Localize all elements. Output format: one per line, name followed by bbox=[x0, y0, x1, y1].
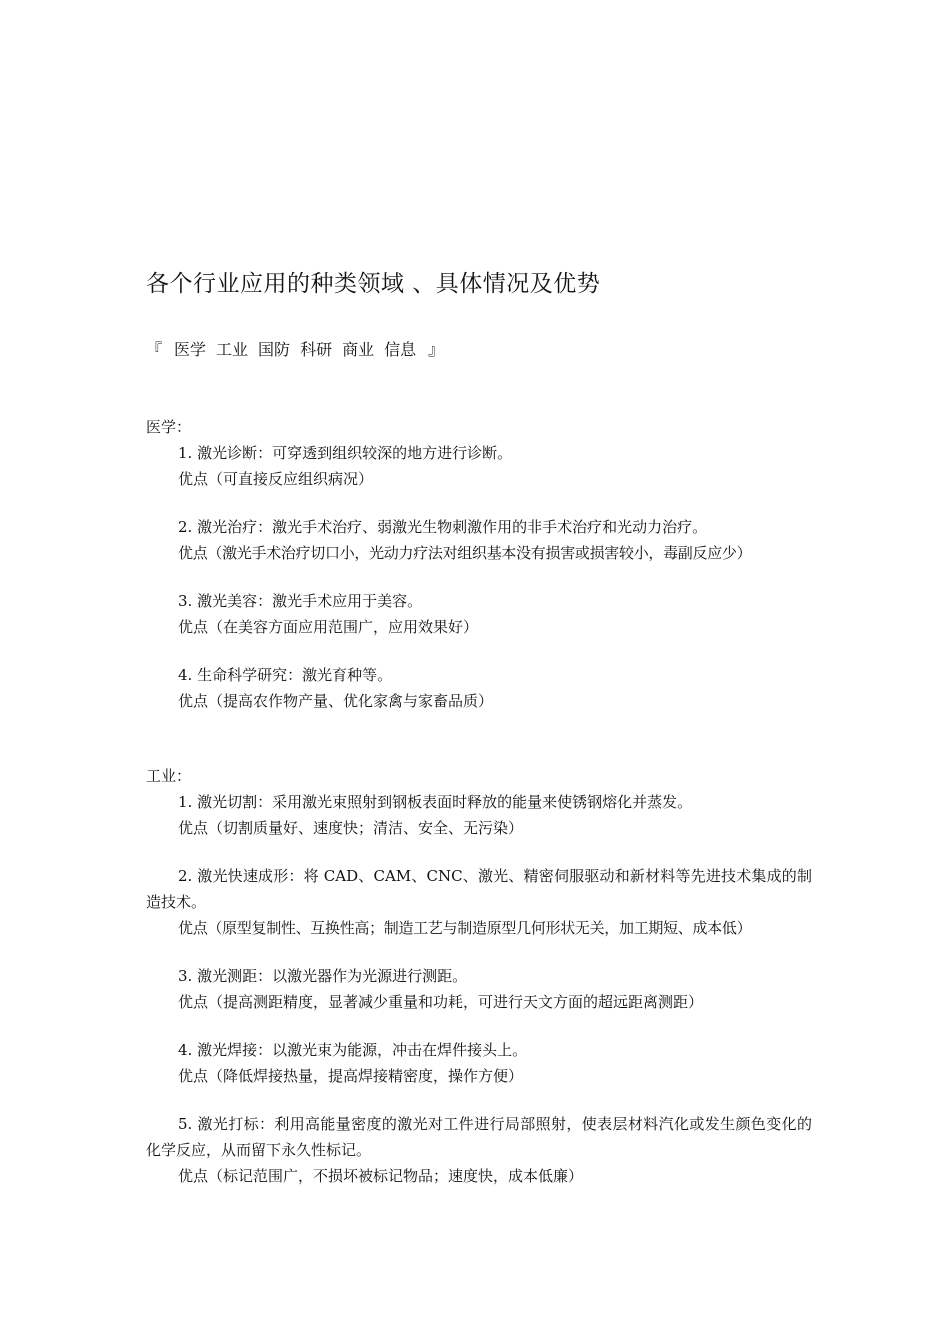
section-medical bbox=[146, 414, 812, 736]
list-item bbox=[146, 588, 812, 640]
nav-item-industry: 工业 bbox=[216, 340, 249, 359]
entry-advantage: 优点（可直接反应组织病况） bbox=[178, 470, 374, 488]
entry-description: 4. 激光焊接：以激光束为能源，冲击在焊件接头上。 bbox=[178, 1041, 528, 1059]
list-item bbox=[146, 789, 812, 841]
section-industry bbox=[146, 763, 812, 1211]
entry-advantage: 优点（激光手术治疗切口小，光动力疗法对组织基本没有损害或损害较小，毒副反应少） bbox=[178, 544, 752, 562]
entry-description: 4. 生命科学研究：激光育种等。 bbox=[178, 666, 393, 684]
page-title: 各个行业应用的种类领域 、具体情况及优势 bbox=[146, 271, 601, 297]
entry-description: 1. 激光切割：采用激光束照射到钢板表面时释放的能量来使锈钢熔化并蒸发。 bbox=[178, 793, 693, 811]
entry-advantage: 优点（提高测距精度，显著减少重量和功耗，可进行天文方面的超远距离测距） bbox=[178, 993, 704, 1011]
entry-advantage: 优点（降低焊接热量，提高焊接精密度，操作方便） bbox=[178, 1067, 524, 1085]
nav-item-research: 科研 bbox=[300, 340, 333, 359]
entry-advantage: 优点（在美容方面应用范围广，应用效果好） bbox=[178, 618, 479, 636]
entry-description: 2. 激光治疗：激光手术治疗、弱激光生物刺激作用的非手术治疗和光动力治疗。 bbox=[178, 518, 708, 536]
entry-description: 2. 激光快速成形：将 CAD、CAM、CNC、激光、精密伺服驱动和新材料等先进技术集成的制造技术。 bbox=[146, 867, 812, 911]
nav-item-medical: 医学 bbox=[174, 340, 207, 359]
entry-advantage: 优点（原型复制性、互换性高；制造工艺与制造原型几何形状无关，加工期短、成本低） bbox=[178, 919, 752, 937]
section-heading: 工业： bbox=[146, 767, 192, 785]
nav-open-bracket: 『 bbox=[146, 340, 163, 359]
category-nav bbox=[146, 337, 444, 363]
entry-description: 1. 激光诊断：可穿透到组织较深的地方进行诊断。 bbox=[178, 444, 513, 462]
entry-advantage: 优点（标记范围广，不损坏被标记物品；速度快，成本低廉） bbox=[178, 1167, 584, 1185]
list-item bbox=[146, 514, 812, 566]
list-item bbox=[146, 863, 812, 941]
nav-item-information: 信息 bbox=[384, 340, 417, 359]
list-item bbox=[146, 1111, 812, 1189]
list-item bbox=[146, 963, 812, 1015]
entry-description: 3. 激光测距：以激光器作为光源进行测距。 bbox=[178, 967, 468, 985]
nav-close-bracket: 』 bbox=[428, 340, 445, 359]
nav-item-defense: 国防 bbox=[258, 340, 291, 359]
section-heading: 医学： bbox=[146, 418, 192, 436]
entry-description: 5. 激光打标：利用高能量密度的激光对工件进行局部照射，使表层材料汽化或发生颜色变化的化学反应，从而留下永久性标记。 bbox=[146, 1115, 812, 1159]
entry-advantage: 优点（切割质量好、速度快；清洁、安全、无污染） bbox=[178, 819, 524, 837]
entry-description: 3. 激光美容：激光手术应用于美容。 bbox=[178, 592, 423, 610]
list-item bbox=[146, 662, 812, 714]
list-item bbox=[146, 1037, 812, 1089]
nav-item-commerce: 商业 bbox=[342, 340, 375, 359]
entry-advantage: 优点（提高农作物产量、优化家禽与家畜品质） bbox=[178, 692, 494, 710]
list-item bbox=[146, 440, 812, 492]
